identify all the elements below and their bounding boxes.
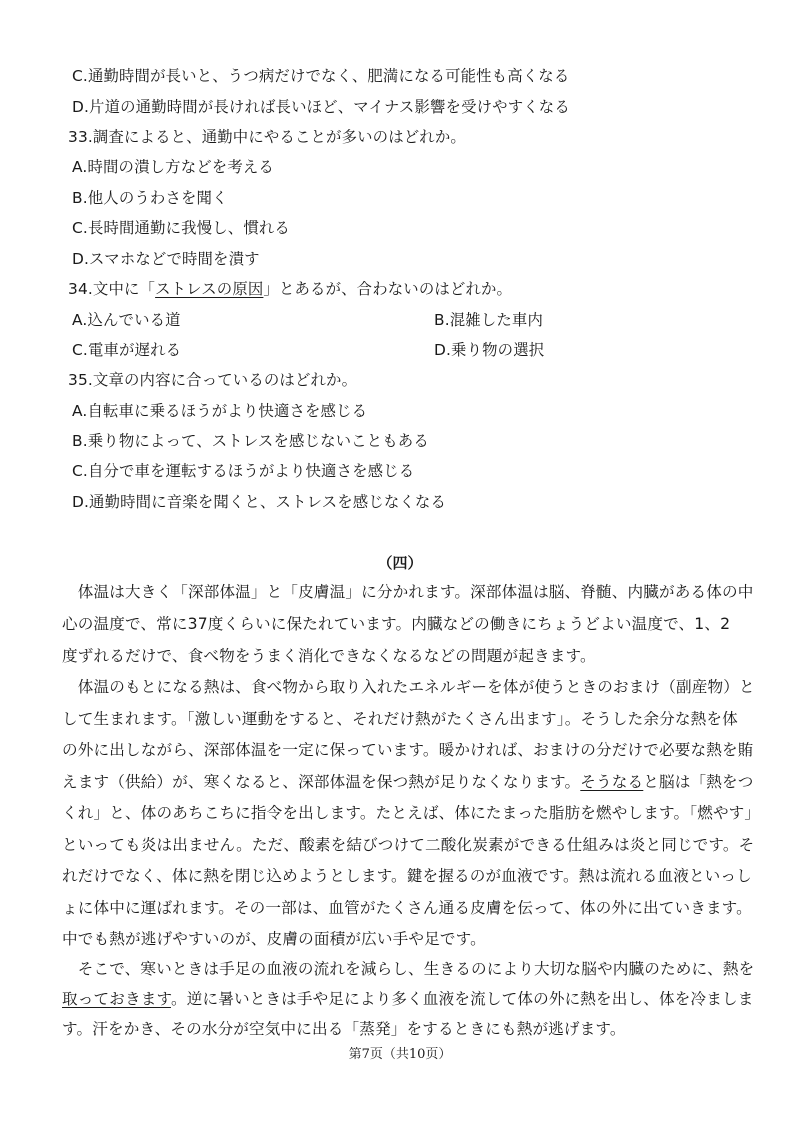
q34-stem (68, 279, 512, 299)
underlined-phrase: そうなる (580, 773, 644, 791)
q34-option-c: C.電車が遅れる (72, 341, 182, 359)
passage-line: そこで、寒いときは手足の血液の流れを減らし、生きるのにより大切な脳や内臓のために、熱を (62, 960, 755, 978)
passage-line: といっても炎は出ません。ただ、酸素を結びつけて二酸化炭素ができる仕組みは炎と同じです。そ (62, 836, 755, 854)
q34-option-b: B.混雑した車内 (434, 311, 543, 329)
q33-option-c: C.長時間通勤に我慢し、慣れる (72, 219, 290, 237)
q33-option-b: B.他人のうわさを聞く (72, 189, 228, 207)
q34-stem-pre: 34.文中に「 (68, 280, 156, 298)
passage-text: えます（供給）が、寒くなると、深部体温を保つ熱が足りなくなります。 (62, 773, 581, 791)
page-number: 第7页（共10页） (348, 1047, 452, 1062)
passage-line: れだけでなく、体に熱を閉じ込めようとします。鍵を握るのが血液です。熱は流れる血液といっし (62, 867, 752, 885)
q32-option-c: C.通勤時間が長いと、うつ病だけでなく、肥満になる可能性も高くなる (72, 67, 570, 85)
q33-stem: 33.調査によると、通勤中にやることが多いのはどれか。 (68, 128, 466, 146)
passage-line: の外に出しながら、深部体温を一定に保っています。暖かければ、おまけの分だけで必要な熱を賄 (62, 741, 754, 759)
q33-option-a: A.時間の潰し方などを考える (72, 158, 274, 176)
passage-line: 体温は大きく「深部体温」と「皮膚温」に分かれます。深部体温は脳、脊髄、内臓がある体の中 (62, 583, 754, 601)
passage-line: 中でも熱が逃げやすいのが、皮膚の面積が広い手や足です。 (62, 930, 486, 948)
passage-line: 度ずれるだけで、食べ物をうまく消化できなくなるなどの問題が起きます。 (62, 647, 596, 665)
q32-option-d: D.片道の通勤時間が長ければ長いほど、マイナス影響を受けやすくなる (72, 98, 570, 116)
passage-line: 体温のもとになる熱は、食べ物から取り入れたエネルギーを体が使うときのおまけ（副産物）と (62, 678, 755, 696)
q35-option-c: C.自分で車を運転するほうがより快適さを感じる (72, 462, 415, 480)
passage-line: して生まれます。「激しい運動をすると、それだけ熱がたくさん出ます」。そうした余分な熱を体 (62, 710, 738, 728)
passage-text: と脳は「熱をつ (643, 773, 754, 791)
passage-line (62, 989, 782, 1009)
q33-option-d: D.スマホなどで時間を潰す (72, 250, 260, 268)
q35-stem: 35.文章の内容に合っているのはどれか。 (68, 371, 358, 389)
q34-stem-post: 」とあるが、合わないのはどれか。 (263, 280, 513, 298)
q35-option-a: A.自転車に乗るほうがより快適さを感じる (72, 402, 368, 420)
passage-text: 。逆に暑いときは手や足により多く血液を流して体の外に熱を出し、体を冷ましま (170, 990, 754, 1008)
passage-line: 心の温度で、常に37度くらいに保たれています。内臓などの働きにちょうどよい温度で、1、2 (62, 615, 731, 633)
q35-option-b: B.乗り物によって、ストレスを感じないこともある (72, 432, 429, 450)
section-title: （四） (377, 554, 423, 572)
passage-line: ょに体中に運ばれます。その一部は、血管がたくさん通る皮膚を伝って、体の外に出ていきます。 (62, 899, 752, 917)
q34-underlined-phrase: ストレスの原因 (155, 280, 264, 298)
q34-option-a: A.込んでいる道 (72, 311, 181, 329)
underlined-phrase: 取っておきます (62, 990, 171, 1008)
passage-line: くれ」と、体のあちこちに指令を出します。たとえば、体にたまった脂肪を燃やします。「燃やす」 (62, 804, 761, 822)
passage-line: す。汗をかき、その水分が空気中に出る「蒸発」をするときにも熱が逃げます。 (62, 1020, 626, 1038)
q34-option-d: D.乗り物の選択 (434, 341, 545, 359)
passage-line (62, 772, 782, 792)
q35-option-d: D.通勤時間に音楽を聞くと、ストレスを感じなくなる (72, 493, 447, 511)
